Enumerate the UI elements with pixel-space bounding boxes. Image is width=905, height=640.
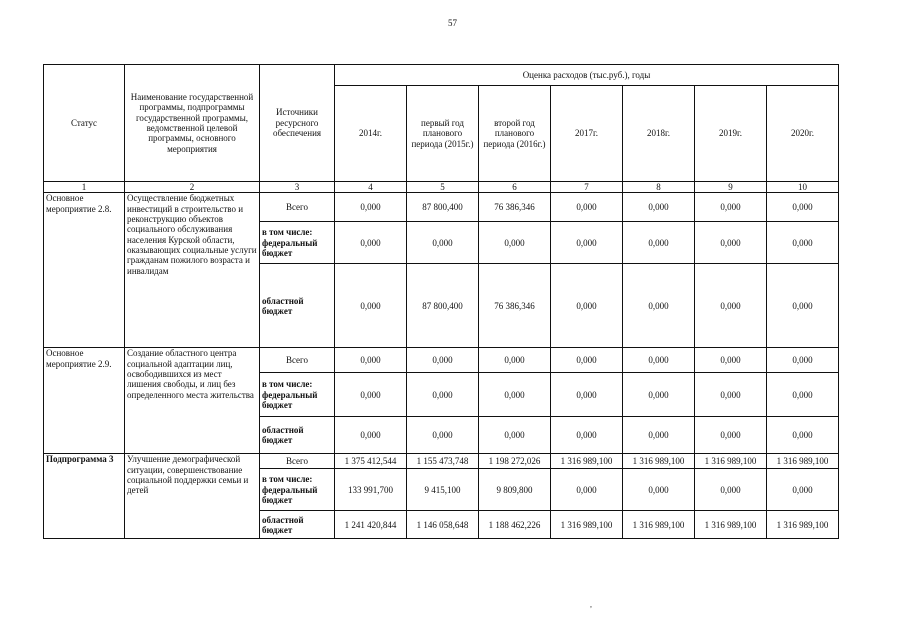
value-cell: 0,000 <box>407 348 479 373</box>
value-cell: 0,000 <box>407 417 479 454</box>
value-cell: 0,000 <box>767 417 839 454</box>
row-status: Основное мероприятие 2.8. <box>44 193 125 348</box>
value-cell: 0,000 <box>551 193 623 222</box>
header-estimate: Оценка расходов (тыс.руб.), годы <box>335 65 839 86</box>
value-cell: 1 375 412,544 <box>335 454 407 469</box>
row-name: Осуществление бюджетных инвестиций в строительство и реконструкцию объектов социального обслуживания населения Курской области, оказывающих социальные услуги гражданам пожилого возраста и инвалидам <box>125 193 260 348</box>
value-cell: 0,000 <box>623 417 695 454</box>
column-number: 1 <box>44 182 125 193</box>
value-cell: 0,000 <box>335 222 407 264</box>
column-number: 8 <box>623 182 695 193</box>
value-cell: 0,000 <box>479 348 551 373</box>
value-cell: 1 188 462,226 <box>479 511 551 539</box>
value-cell: 1 316 989,100 <box>767 454 839 469</box>
value-cell: 0,000 <box>551 264 623 348</box>
value-cell: 1 241 420,844 <box>335 511 407 539</box>
header-year: первый год планового периода (2015г.) <box>407 86 479 182</box>
row-source: в том числе: федеральный бюджет <box>260 373 335 417</box>
value-cell: 0,000 <box>623 222 695 264</box>
header-status: Статус <box>44 65 125 182</box>
value-cell: 0,000 <box>623 348 695 373</box>
value-cell: 1 316 989,100 <box>623 511 695 539</box>
header-year: 2014г. <box>335 86 407 182</box>
value-cell: 0,000 <box>695 469 767 511</box>
value-cell: 1 316 989,100 <box>551 511 623 539</box>
value-cell: 0,000 <box>695 348 767 373</box>
value-cell: 0,000 <box>695 417 767 454</box>
value-cell: 1 316 989,100 <box>623 454 695 469</box>
header-sources: Источники ресурсного обеспечения <box>260 65 335 182</box>
value-cell: 1 155 473,748 <box>407 454 479 469</box>
value-cell: 0,000 <box>551 348 623 373</box>
value-cell: 0,000 <box>335 417 407 454</box>
header-year: 2017г. <box>551 86 623 182</box>
row-source: Всего <box>260 348 335 373</box>
value-cell: 87 800,400 <box>407 193 479 222</box>
header-year: 2020г. <box>767 86 839 182</box>
header-name: Наименование государственной программы, подпрограммы государственной программы, ведомственной целевой программы, основного мероприятия <box>125 65 260 182</box>
table-row <box>44 454 839 469</box>
value-cell: 0,000 <box>695 222 767 264</box>
column-number: 3 <box>260 182 335 193</box>
value-cell: 76 386,346 <box>479 264 551 348</box>
value-cell: 0,000 <box>551 373 623 417</box>
column-number: 7 <box>551 182 623 193</box>
row-name: Создание областного центра социальной адаптации лиц, освободившихся из мест лишения свободы, и лиц без определенного места жительства <box>125 348 260 454</box>
value-cell: 0,000 <box>767 193 839 222</box>
value-cell: 0,000 <box>335 264 407 348</box>
value-cell: 1 316 989,100 <box>767 511 839 539</box>
value-cell: 0,000 <box>767 373 839 417</box>
value-cell: 0,000 <box>335 193 407 222</box>
table-row <box>44 193 839 222</box>
header-year: 2018г. <box>623 86 695 182</box>
value-cell: 0,000 <box>335 348 407 373</box>
value-cell: 133 991,700 <box>335 469 407 511</box>
row-name: Улучшение демографической ситуации, совершенствование социальной поддержки семьи и детей <box>125 454 260 539</box>
value-cell: 0,000 <box>695 264 767 348</box>
row-source: в том числе: федеральный бюджет <box>260 469 335 511</box>
value-cell: 0,000 <box>623 193 695 222</box>
value-cell: 0,000 <box>767 222 839 264</box>
value-cell: 0,000 <box>335 373 407 417</box>
value-cell: 9 415,100 <box>407 469 479 511</box>
value-cell: 1 146 058,648 <box>407 511 479 539</box>
row-source: Всего <box>260 193 335 222</box>
budget-table <box>43 64 839 539</box>
column-number: 5 <box>407 182 479 193</box>
value-cell: 9 809,800 <box>479 469 551 511</box>
row-source: в том числе: федеральный бюджет <box>260 222 335 264</box>
header-year: второй год планового периода (2016г.) <box>479 86 551 182</box>
row-source: областной бюджет <box>260 264 335 348</box>
column-number: 4 <box>335 182 407 193</box>
value-cell: 0,000 <box>695 373 767 417</box>
value-cell: 0,000 <box>767 469 839 511</box>
column-number: 9 <box>695 182 767 193</box>
row-source: областной бюджет <box>260 417 335 454</box>
value-cell: 1 316 989,100 <box>695 511 767 539</box>
row-status: Основное мероприятие 2.9. <box>44 348 125 454</box>
value-cell: 0,000 <box>767 264 839 348</box>
value-cell: 0,000 <box>479 417 551 454</box>
value-cell: 0,000 <box>623 469 695 511</box>
value-cell: 1 316 989,100 <box>695 454 767 469</box>
value-cell: 0,000 <box>407 373 479 417</box>
value-cell: 0,000 <box>479 222 551 264</box>
value-cell: 1 198 272,026 <box>479 454 551 469</box>
value-cell: 0,000 <box>407 222 479 264</box>
value-cell: 87 800,400 <box>407 264 479 348</box>
value-cell: 1 316 989,100 <box>551 454 623 469</box>
value-cell: 76 386,346 <box>479 193 551 222</box>
column-number: 10 <box>767 182 839 193</box>
value-cell: 0,000 <box>767 348 839 373</box>
value-cell: 0,000 <box>551 469 623 511</box>
column-number: 2 <box>125 182 260 193</box>
row-source: областной бюджет <box>260 511 335 539</box>
value-cell: 0,000 <box>623 373 695 417</box>
value-cell: 0,000 <box>551 417 623 454</box>
table-row <box>44 348 839 373</box>
row-status: Подпрограмма 3 <box>44 454 125 539</box>
value-cell: 0,000 <box>551 222 623 264</box>
value-cell: 0,000 <box>695 193 767 222</box>
row-source: Всего <box>260 454 335 469</box>
value-cell: 0,000 <box>479 373 551 417</box>
scan-speck: , <box>590 600 592 609</box>
column-number: 6 <box>479 182 551 193</box>
header-year: 2019г. <box>695 86 767 182</box>
value-cell: 0,000 <box>623 264 695 348</box>
page-number: 57 <box>448 18 457 28</box>
